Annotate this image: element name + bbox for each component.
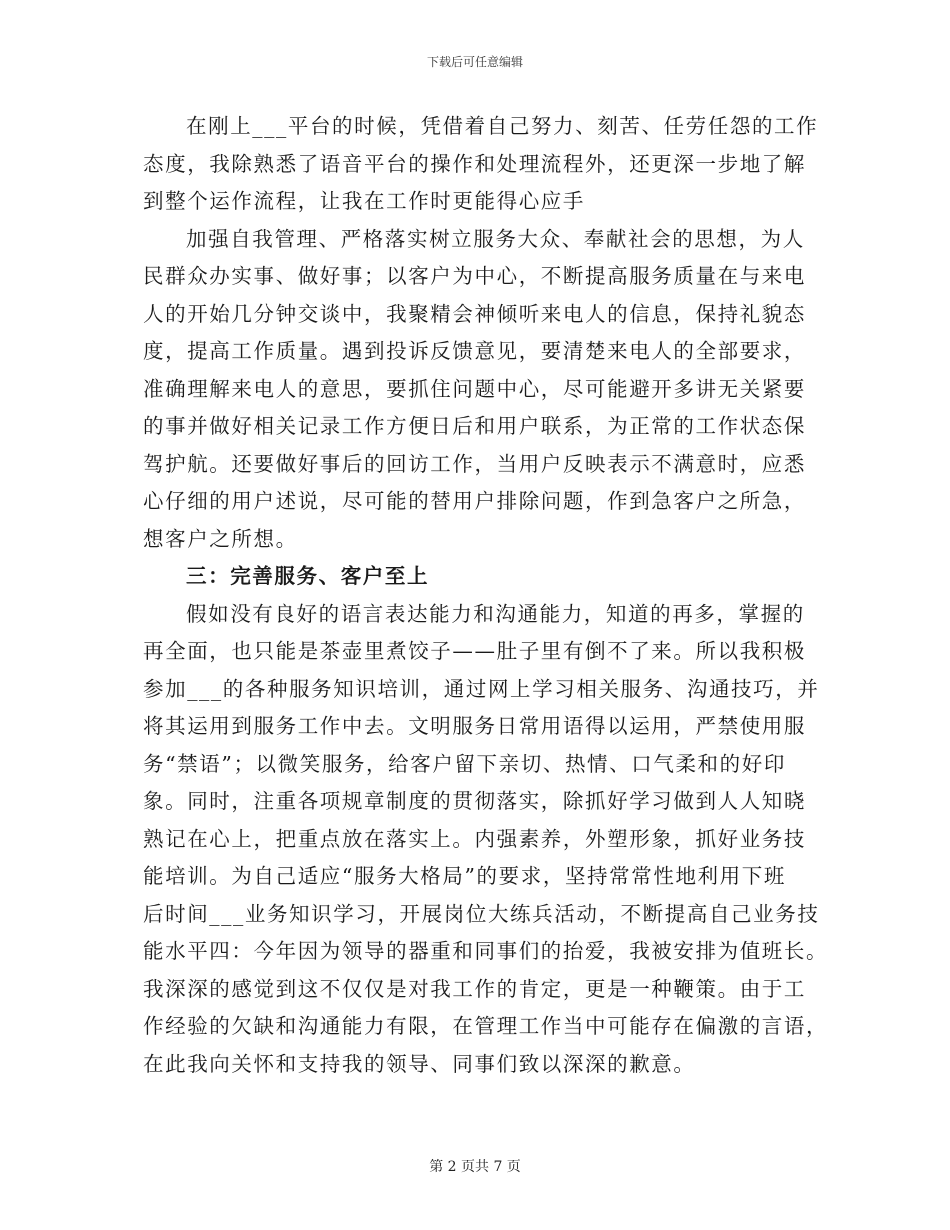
paragraph-line: 的事并做好相关记录工作方便日后和用户联系，为正常的工作状态保 <box>143 414 806 438</box>
paragraph-1 <box>143 108 819 221</box>
paragraph-line: 能水平四：今年因为领导的器重和同事们的抬爱，我被安排为值班长。 <box>143 939 829 963</box>
paragraph-line: 想客户之所想。 <box>143 526 298 551</box>
page-footer: 第 2 页共 7 页 <box>429 1159 521 1175</box>
paragraph-2 <box>143 221 811 559</box>
paragraph-3 <box>143 596 829 1084</box>
paragraph-line: 作经验的欠缺和沟通能力有限，在管理工作当中可能存在偏激的言语， <box>143 1014 829 1038</box>
paragraph-line: 我深深的感觉到这不仅仅是对我工作的肯定，更是一种鞭策。由于工 <box>143 976 806 1001</box>
section-heading: 三：完善服务、客户至上 <box>186 564 430 588</box>
paragraph-line: 象。同时，注重各项规章制度的贯彻落实，除抓好学习做到人人知晓 <box>143 789 806 813</box>
paragraph-line: 加强自我管理、严格落实树立服务大众、奉献社会的思想，为人 <box>186 226 805 251</box>
paragraph-line: 能培训。为自己适应“服务大格局”的要求，坚持常常性地利用下班 <box>143 864 786 888</box>
paragraph-line: 后时间___业务知识学习，开展岗位大练兵活动，不断提高自己业务技 <box>143 901 820 926</box>
paragraph-line: 到整个运作流程，让我在工作时更能得心应手 <box>143 189 585 213</box>
paragraph-line: 假如没有良好的语言表达能力和沟通能力，知道的再多，掌握的 <box>186 601 805 626</box>
paragraph-line: 在此我向关怀和支持我的领导、同事们致以深深的歉意。 <box>143 1051 696 1076</box>
paragraph-line: 参加___的各种服务知识培训，通过网上学习相关服务、沟通技巧，并 <box>143 676 820 701</box>
paragraph-line: 心仔细的用户述说，尽可能的替用户排除问题，作到急客户之所急， <box>143 489 806 513</box>
page-header: 下载后可任意编辑 <box>426 55 523 69</box>
paragraph-line: 将其运用到服务工作中去。文明服务日常用语得以运用，严禁使用服 <box>143 714 806 738</box>
paragraph-line: 驾护航。还要做好事后的回访工作，当用户反映表示不满意时，应悉 <box>143 451 806 476</box>
paragraph-line: 务“禁语”；以微笑服务，给客户留下亲切、热情、口气柔和的好印 <box>143 751 786 776</box>
paragraph-line: 在刚上___平台的时候，凭借着自己努力、刻苦、任劳任怨的工作 <box>186 114 819 138</box>
paragraph-line: 准确理解来电人的意思，要抓住问题中心，尽可能避开多讲无关紧要 <box>143 376 806 401</box>
paragraph-line: 再全面，也只能是茶壶里煮饺子——肚子里有倒不了来。所以我积极 <box>143 639 806 663</box>
paragraph-line: 态度，我除熟悉了语音平台的操作和处理流程外，还更深一步地了解 <box>143 151 806 176</box>
document-body <box>143 108 829 1083</box>
paragraph-line: 民群众办实事、做好事；以客户为中心，不断提高服务质量在与来电 <box>143 264 806 288</box>
paragraph-line: 度，提高工作质量。遇到投诉反馈意见，要清楚来电人的全部要求， <box>143 339 806 363</box>
paragraph-line: 熟记在心上，把重点放在落实上。内强素养，外塑形象，抓好业务技 <box>143 826 806 851</box>
paragraph-line: 人的开始几分钟交谈中，我聚精会神倾听来电人的信息，保持礼貌态 <box>143 301 806 326</box>
